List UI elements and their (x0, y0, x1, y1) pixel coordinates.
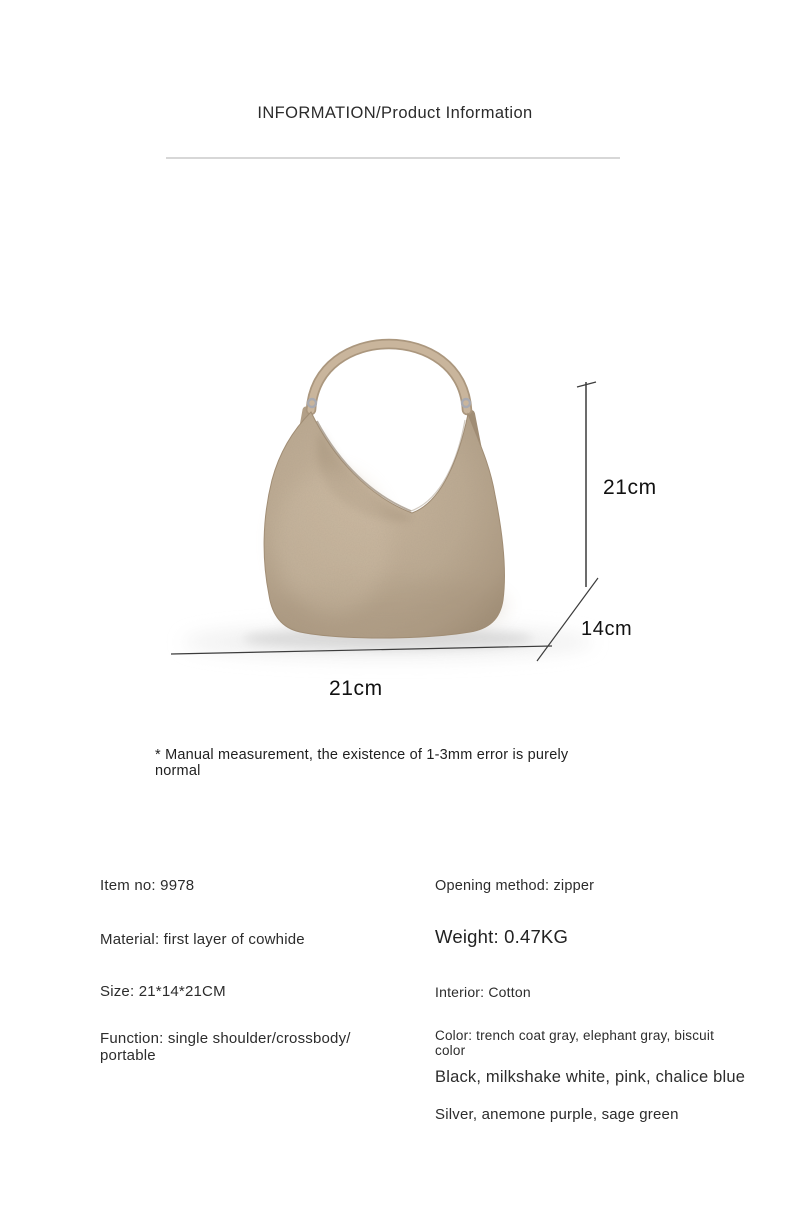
spec-opening-method: Opening method: zipper (435, 878, 595, 894)
measurement-note-line2: normal (155, 763, 201, 779)
height-dimension-label: 21cm (603, 476, 657, 499)
spec-color-list-2: Black, milkshake white, pink, chalice blue (435, 1068, 746, 1086)
spec-weight: Weight: 0.47KG (435, 926, 569, 947)
title-divider (166, 157, 620, 159)
measurement-note (155, 747, 625, 779)
spec-color-list-3: Silver, anemone purple, sage green (435, 1106, 679, 1123)
bag-handle (311, 344, 467, 410)
measurement-note-line1: * Manual measurement, the existence of 1-3mm error is purely (155, 747, 569, 763)
depth-dimension-label: 14cm (581, 618, 633, 640)
page-title: INFORMATION/Product Information (257, 104, 533, 122)
spec-function-line2: portable (100, 1047, 156, 1064)
spec-size: Size: 21*14*21CM (100, 983, 226, 1000)
spec-material: Material: first layer of cowhide (100, 931, 305, 948)
handbag-photo (0, 290, 790, 710)
spec-function (100, 1030, 351, 1064)
spec-item-no: Item no: 9978 (100, 877, 195, 894)
spec-color-line2: color (435, 1043, 466, 1058)
spec-color-list-1 (435, 1028, 714, 1058)
bag-handle-face (311, 344, 467, 410)
width-dimension-label: 21cm (329, 677, 383, 700)
bag-leather-texture (264, 412, 504, 638)
spec-interior: Interior: Cotton (435, 984, 531, 1000)
spec-function-line1: Function: single shoulder/crossbody/ (100, 1030, 351, 1047)
spec-color-line1: Color: trench coat gray, elephant gray, biscuit (435, 1028, 715, 1043)
